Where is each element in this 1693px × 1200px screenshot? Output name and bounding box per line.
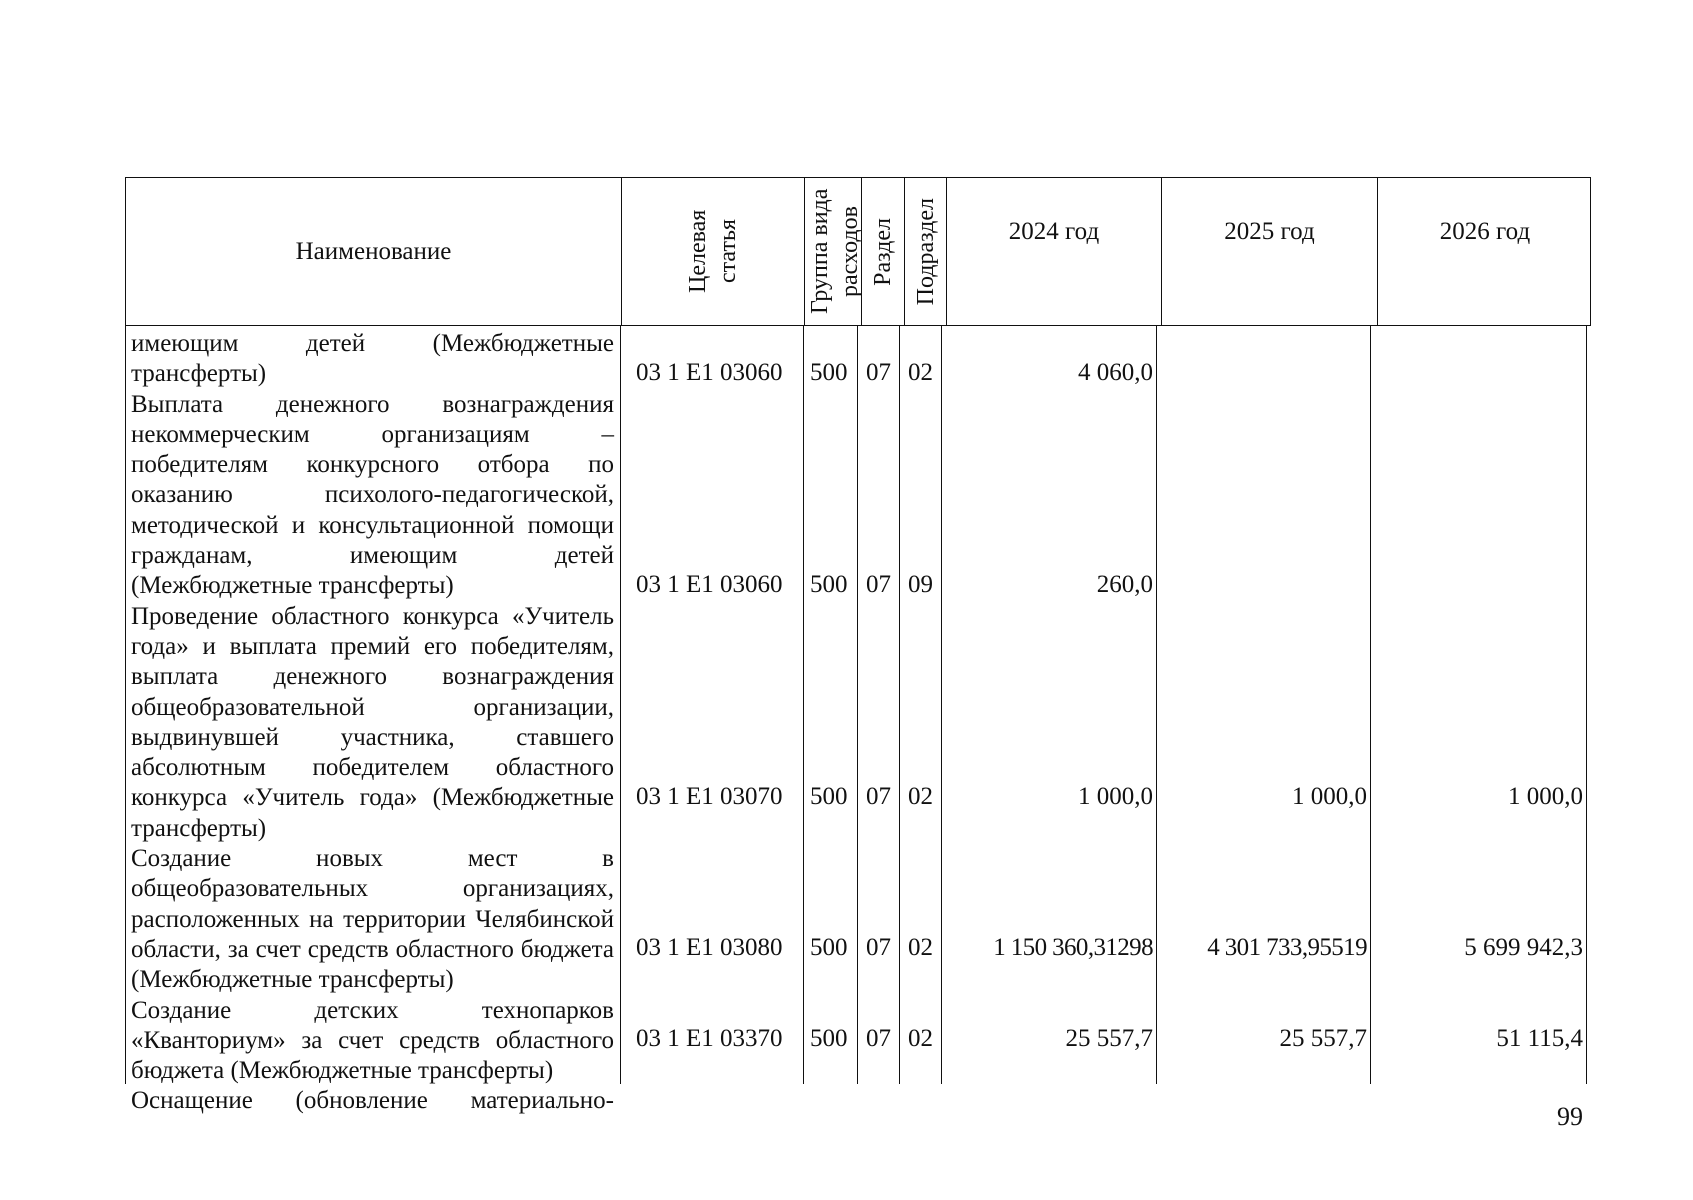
row-group: 500 (810, 783, 848, 810)
header-expense-group-label: Группа вида расходов (807, 188, 863, 315)
row-code: 03 1 E1 03070 (636, 783, 783, 810)
row-section: 07 (866, 571, 891, 598)
row-section: 07 (866, 359, 891, 386)
header-subsection-label: Подраздел (912, 197, 939, 306)
header-name-label: Наименование (295, 237, 452, 265)
row-code: 03 1 E1 03060 (636, 359, 783, 386)
header-2025-label: 2025 год (1224, 218, 1315, 245)
row-code: 03 1 E1 03080 (636, 934, 783, 961)
header-expense-group (804, 178, 861, 325)
row-name: Проведение областного конкурса «Учитель года» и выплата премий его победителям, выплата денежного вознаграждения общеобразовательной организации, выдвинувшей участника, ставшего абсолютным победителем областного конкурса «Учитель года» (Межбюджетные трансферты) (131, 602, 614, 842)
row-name: имеющим детей (Межбюджетные трансферты) (131, 330, 614, 388)
row-code: 03 1 E1 03370 (636, 1025, 783, 1052)
name-column (131, 329, 614, 1117)
page-number: 99 (1557, 1102, 1583, 1131)
row-2026: 1 000,0 (1508, 783, 1583, 810)
row-name: Создание детских технопарков «Кванториум» за счет средств областного бюджета (Межбюджетные трансферты) (131, 996, 614, 1085)
row-group: 500 (810, 1025, 848, 1052)
header-section-label: Раздел (870, 217, 896, 286)
column-line (125, 326, 126, 1084)
column-line (1156, 326, 1157, 1084)
header-target-article-label: Целевая статья (685, 209, 741, 294)
row-name: Выплата денежного вознаграждения некоммерческим организациям – победителям конкурсного отбора по оказанию психолого-педагогической, методической и консультационной помощи гражданам, имеющим детей (Межбюджетные трансферты) (131, 390, 614, 600)
header-section (861, 178, 904, 325)
row-2024: 1 150 360,31298 (993, 934, 1153, 961)
header-2024-label: 2024 год (1008, 218, 1100, 245)
column-line (857, 326, 858, 1084)
row-subsection: 02 (908, 1025, 933, 1052)
row-2026: 5 699 942,3 (1464, 934, 1583, 961)
row-2025: 4 301 733,95519 (1207, 934, 1367, 961)
column-line (620, 326, 621, 1084)
row-2025: 25 557,7 (1279, 1025, 1367, 1052)
header-2024 (946, 178, 1161, 325)
row-section: 07 (866, 934, 891, 961)
row-code: 03 1 E1 03060 (636, 571, 783, 598)
header-2026-label: 2026 год (1439, 218, 1531, 245)
header-2025 (1161, 178, 1377, 325)
column-line (1586, 326, 1587, 1084)
row-name: Создание новых мест в общеобразовательных организациях, расположенных на территории Челябинской области, за счет средств областного бюджета (Межбюджетные трансферты) (131, 845, 614, 994)
header-2026 (1377, 178, 1592, 325)
row-subsection: 02 (908, 934, 933, 961)
row-subsection: 02 (908, 359, 933, 386)
row-section: 07 (866, 1025, 891, 1052)
header-subsection (904, 178, 946, 325)
header-target-article (621, 178, 804, 325)
row-name: Оснащение (обновление материально- (131, 1087, 614, 1115)
row-2024: 260,0 (1096, 571, 1153, 598)
column-line (941, 326, 942, 1084)
row-group: 500 (810, 359, 848, 386)
row-subsection: 09 (908, 571, 933, 598)
column-line (1370, 326, 1371, 1084)
row-group: 500 (810, 934, 848, 961)
row-2026: 51 115,4 (1496, 1025, 1583, 1052)
row-subsection: 02 (908, 783, 933, 810)
row-2024: 4 060,0 (1078, 359, 1153, 386)
table-header (125, 177, 1591, 326)
row-group: 500 (810, 571, 848, 598)
row-2025: 1 000,0 (1292, 783, 1367, 810)
row-section: 07 (866, 783, 891, 810)
row-2024: 25 557,7 (1065, 1025, 1153, 1052)
header-name (126, 178, 621, 325)
column-line (899, 326, 900, 1084)
row-2024: 1 000,0 (1078, 783, 1153, 810)
column-line (803, 326, 804, 1084)
